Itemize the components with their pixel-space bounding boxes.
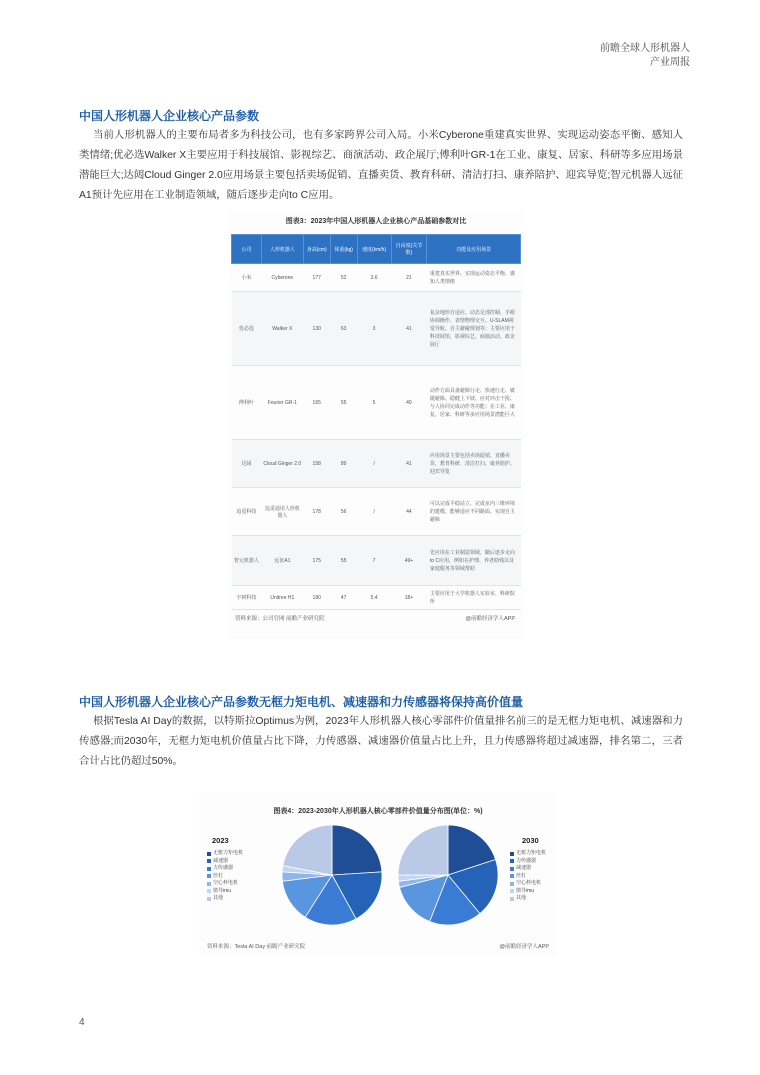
legend-item: [207, 850, 243, 858]
legend-item: [207, 858, 243, 866]
legend-label: 力传感器: [516, 857, 537, 864]
year-label-2023: 2023: [212, 836, 229, 845]
table-cell: 傅利叶: [232, 366, 262, 440]
legend-label: 其他: [213, 895, 224, 901]
table-cell: 55: [330, 536, 357, 586]
table-row: [232, 366, 521, 440]
table-cell: 47: [330, 586, 357, 610]
table-cell: 52: [330, 264, 357, 292]
legend-swatch: [510, 882, 514, 886]
legend-swatch: [510, 889, 514, 893]
legend-item: [510, 873, 546, 881]
table-cell: 49+: [391, 536, 427, 586]
legend-item: [207, 895, 243, 903]
header-line-1: 前瞻全球人形机器人: [600, 43, 690, 54]
table-cell: 达闼: [232, 440, 262, 488]
table-cell: 优必选: [232, 292, 262, 366]
table-cell: 智元机器人: [232, 536, 262, 586]
table-cell: 130: [303, 292, 330, 366]
legend-label: 丝杠: [516, 872, 527, 879]
table-cell: 追觅科技: [232, 488, 262, 536]
table-header-cell: 速度(km/h): [357, 235, 391, 264]
figure1-source: 资料来源：公司官网 前瞻产业研究院: [235, 616, 325, 622]
legend-label: 空心杯电机: [516, 880, 542, 886]
legend-label: 其他: [516, 895, 527, 901]
page-number: 4: [79, 1017, 85, 1028]
header-line-2: 产业周报: [650, 57, 690, 68]
figure2-source: 资料来源：Tesla AI Day 前瞻产业研究院: [207, 944, 306, 950]
legend-swatch: [207, 889, 211, 893]
table-cell: 21: [391, 264, 427, 292]
legend-label: 空心杯电机: [213, 880, 239, 886]
legend-item: [510, 858, 546, 866]
legend-item: [207, 880, 243, 888]
table-cell: Cyberone: [261, 264, 303, 292]
table-cell: /: [357, 488, 391, 536]
legend-item: [510, 888, 546, 896]
legend-item: [207, 865, 243, 873]
table-cell: 复杂地形自适应、动态足部控制、手眼协调操作、表情物理交互、U-SLAM视觉导航、自主避碰规划等；主要应用于科技展馆、影视综艺、商演活动、政企展厅: [427, 292, 521, 366]
legend-2023: [207, 850, 243, 903]
table-cell: 175: [303, 536, 330, 586]
table-cell: 追觅通用人形机器人: [261, 488, 303, 536]
table-cell: 7: [357, 536, 391, 586]
section1-title: 中国人形机器人企业核心产品参数: [79, 109, 260, 123]
legend-swatch: [510, 852, 514, 856]
legend-swatch: [207, 897, 211, 901]
legend-label: 丝杠: [213, 872, 224, 879]
table-cell: Unitree H1: [261, 586, 303, 610]
pie-slice: [398, 825, 448, 875]
table-cell: 可以完成平稳站立、完成室内三维环境的建模、能够适应不同路面、实现自主避障: [427, 488, 521, 536]
table-cell: 5.4: [357, 586, 391, 610]
legend-label: 惯导imu: [516, 887, 535, 894]
legend-swatch: [207, 867, 211, 871]
legend-swatch: [510, 859, 514, 863]
table-row: [232, 586, 521, 610]
table-row: [232, 488, 521, 536]
table-cell: 56: [330, 488, 357, 536]
figure2: [199, 792, 557, 956]
table-cell: 178: [303, 488, 330, 536]
table-header-cell: 身高(cm): [303, 235, 330, 264]
section2-title: 中国人形机器人企业核心产品参数无框力矩电机、减速器和力传感器将保持高价值量: [79, 695, 524, 709]
param-table: [231, 234, 521, 610]
legend-swatch: [207, 852, 211, 856]
table-cell: 3: [357, 292, 391, 366]
table-row: [232, 440, 521, 488]
table-cell: 55: [330, 366, 357, 440]
table-cell: 177: [303, 264, 330, 292]
legend-swatch: [207, 874, 211, 878]
table-cell: 158: [303, 440, 330, 488]
table-cell: 小米: [232, 264, 262, 292]
legend-swatch: [207, 859, 211, 863]
table-cell: 动作方面具备避障行走、快速行走、敏捷避障、稳健上下坡、应对冲击干扰、与人协同完成动作等功能；在工业、康复、居家、科研等多应用场景潜能巨大: [427, 366, 521, 440]
legend-label: 减速器: [213, 857, 229, 864]
table-header-cell: 公司: [232, 235, 262, 264]
table-header-cell: 体重(kg): [330, 235, 357, 264]
table-cell: 40: [391, 366, 427, 440]
table-cell: 3.6: [357, 264, 391, 292]
legend-item: [207, 873, 243, 881]
table-cell: 重建真实世界、实现运动姿态平衡、感知人类情绪: [427, 264, 521, 292]
table-cell: 先应用在工业制造领域，随后逐步走向to C应用，例如在护理、养老助残以及家庭服务等领域帮助: [427, 536, 521, 586]
legend-swatch: [207, 882, 211, 886]
legend-label: 无框力矩电机: [516, 850, 547, 856]
report-header: [600, 42, 690, 70]
section1-paragraph: 当前人形机器人的主要布局者多为科技公司，也有多家跨界公司入局。小米Cyberone重建真实世界、实现运动姿态平衡、感知人类情绪;优必选Walker X主要应用于科技展馆、影视综艺、商演活动、政企展厅;傅利叶GR-1在工业、康复、居家、科研等多应用场景潜能巨大;达闼Cloud Ginger 2.0应用场景主要包括卖场促销、直播卖货、教育科研、清洁打扫、康养陪护、迎宾导览;智元机器人远征A1预计先应用在工业制造领域，随后逐步走向to C应用。: [79, 130, 683, 201]
table-cell: 18+: [391, 586, 427, 610]
legend-item: [510, 850, 546, 858]
table-cell: 180: [303, 586, 330, 610]
legend-swatch: [510, 874, 514, 878]
table-row: [232, 292, 521, 366]
table-cell: 主要应用于大学机器人实验室、科研院所: [427, 586, 521, 610]
figure1-title: 图表3：2023年中国人形机器人企业核心产品基础参数对比: [285, 218, 467, 225]
table-cell: 41: [391, 292, 427, 366]
table-header-cell: 自由度(关节数): [391, 235, 427, 264]
table-row: [232, 536, 521, 586]
table-cell: Walker X: [261, 292, 303, 366]
legend-item: [510, 880, 546, 888]
table-cell: 89: [330, 440, 357, 488]
legend-item: [510, 895, 546, 903]
table-cell: 44: [391, 488, 427, 536]
table-cell: 5: [357, 366, 391, 440]
pie-chart-2030: [395, 822, 501, 928]
figure1-watermark: @前瞻经济学人APP: [465, 616, 515, 622]
table-cell: 应用场景主要包括卖场促销、直播卖货、教育科研、清洁打扫、康养陪护、迎宾导览: [427, 440, 521, 488]
table-cell: 宇树科技: [232, 586, 262, 610]
pie-slice: [332, 825, 382, 875]
legend-label: 减速器: [516, 865, 532, 871]
legend-label: 无框力矩电机: [213, 850, 244, 856]
legend-item: [510, 865, 546, 873]
table-cell: Fourier GR-1: [261, 366, 303, 440]
figure2-watermark: @前瞻经济学人APP: [499, 944, 549, 950]
legend-item: [207, 888, 243, 896]
pie-chart-2023: [279, 822, 385, 928]
table-cell: 165: [303, 366, 330, 440]
table-header-cell: 人形机器人: [261, 235, 303, 264]
table-cell: 63: [330, 292, 357, 366]
legend-2030: [510, 850, 546, 903]
section2-paragraph: 根据Tesla AI Day的数据，以特斯拉Optimus为例，2023年人形机器人核心零部件价值量排名前三的是无框力矩电机、减速器和力传感器;而2030年，无框力矩电机价值量占比下降，力传感器、减速器价值量占比上升，且力传感器将超过减速器，排名第二，三者合计占比仍超过50%。: [79, 716, 683, 767]
table-header-cell: 功能及应用场景: [427, 235, 521, 264]
table-cell: 远征A1: [261, 536, 303, 586]
legend-swatch: [510, 897, 514, 901]
table-cell: /: [357, 440, 391, 488]
year-label-2030: 2030: [522, 836, 539, 845]
legend-label: 惯导imu: [213, 887, 232, 894]
table-cell: 41: [391, 440, 427, 488]
legend-label: 力传感器: [213, 865, 234, 871]
table-row: [232, 264, 521, 292]
figure1: [229, 211, 523, 639]
table-cell: Cloud Ginger 2.0: [261, 440, 303, 488]
figure2-title: 图表4：2023-2030年人形机器人核心零部件价值量分布图(单位：%): [273, 808, 483, 815]
legend-swatch: [510, 867, 514, 871]
